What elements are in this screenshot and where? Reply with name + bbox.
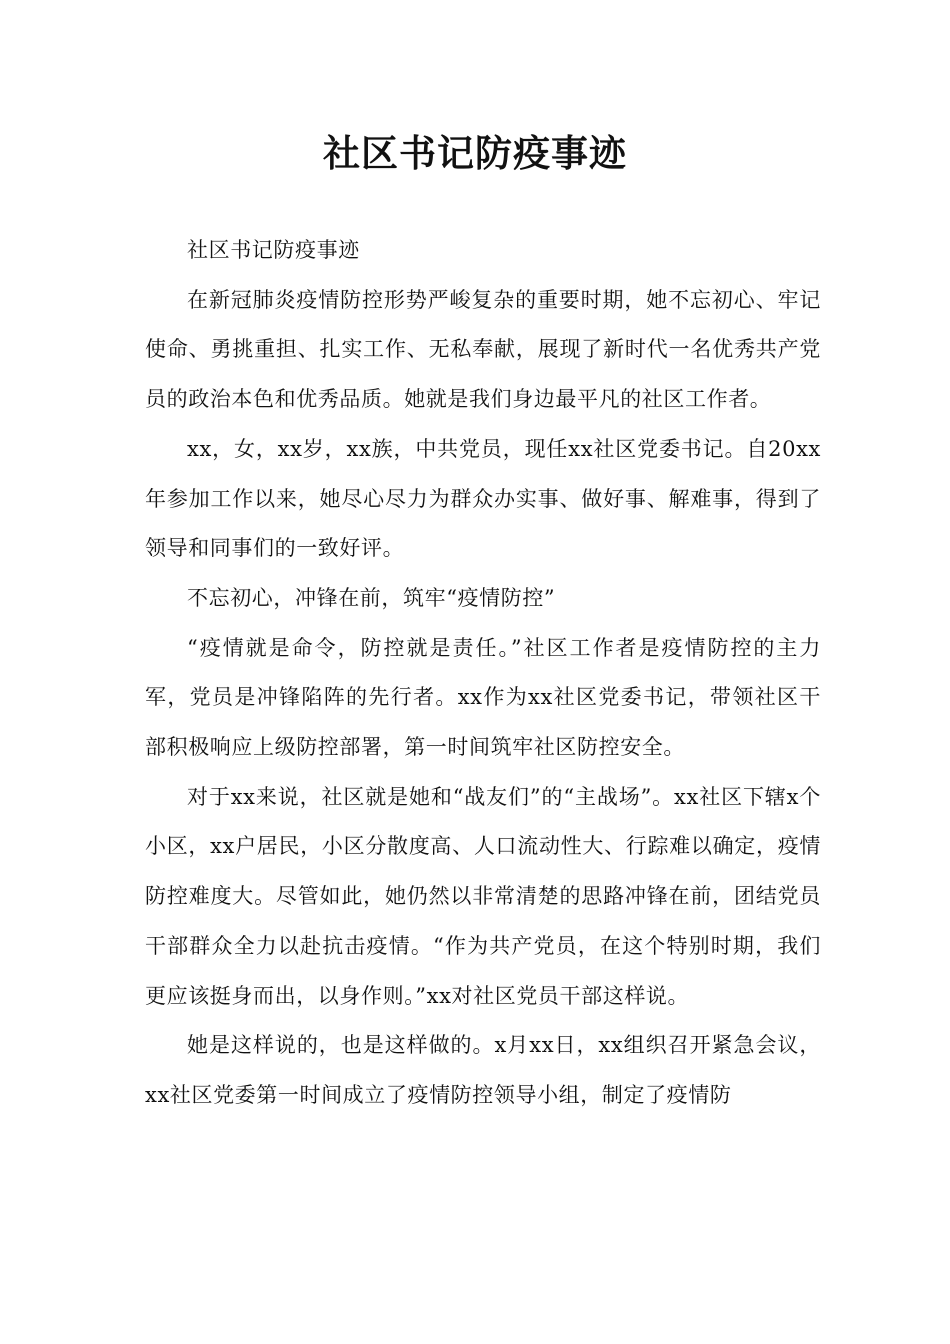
paragraph: xx，女，xx岁，xx族，中共党员，现任xx社区党委书记。自20xx年参加工作以来，她尽心尽力为群众办实事、做好事、解难事，得到了领导和同事们的一致好评。 xyxy=(145,436,821,561)
section-heading: 不忘初心，冲锋在前，筑牢“疫情防控” xyxy=(187,585,556,610)
paragraph: 在新冠肺炎疫情防控形势严峻复杂的重要时期，她不忘初心、牢记使命、勇挑重担、扎实工作、无私奉献，展现了新时代一名优秀共产党员的政治本色和优秀品质。她就是我们身边最平凡的社区工作者。 xyxy=(145,287,821,412)
document-body xyxy=(145,226,821,1121)
paragraph-subtitle: 社区书记防疫事迹 xyxy=(187,238,360,262)
paragraph: “疫情就是命令，防控就是责任。”社区工作者是疫情防控的主力军，党员是冲锋陷阵的先行者。xx作为xx社区党委书记，带领社区干部积极响应上级防控部署，第一时间筑牢社区防控安全。 xyxy=(145,635,821,760)
paragraph: 对于xx来说，社区就是她和“战友们”的“主战场”。xx社区下辖x个小区，xx户居民，小区分散度高、人口流动性大、行踪难以确定，疫情防控难度大。尽管如此，她仍然以非常清楚的思路冲锋在前，团结党员干部群众全力以赴抗击疫情。“作为共产党员，在这个特别时期，我们更应该挺身而出，以身作则。”xx对社区党员干部这样说。 xyxy=(145,784,821,1008)
document-title: 社区书记防疫事迹 xyxy=(323,132,627,175)
paragraph: 她是这样说的，也是这样做的。x月xx日，xx组织召开紧急会议，xx社区党委第一时间成立了疫情防控领导小组，制定了疫情防 xyxy=(145,1033,821,1107)
